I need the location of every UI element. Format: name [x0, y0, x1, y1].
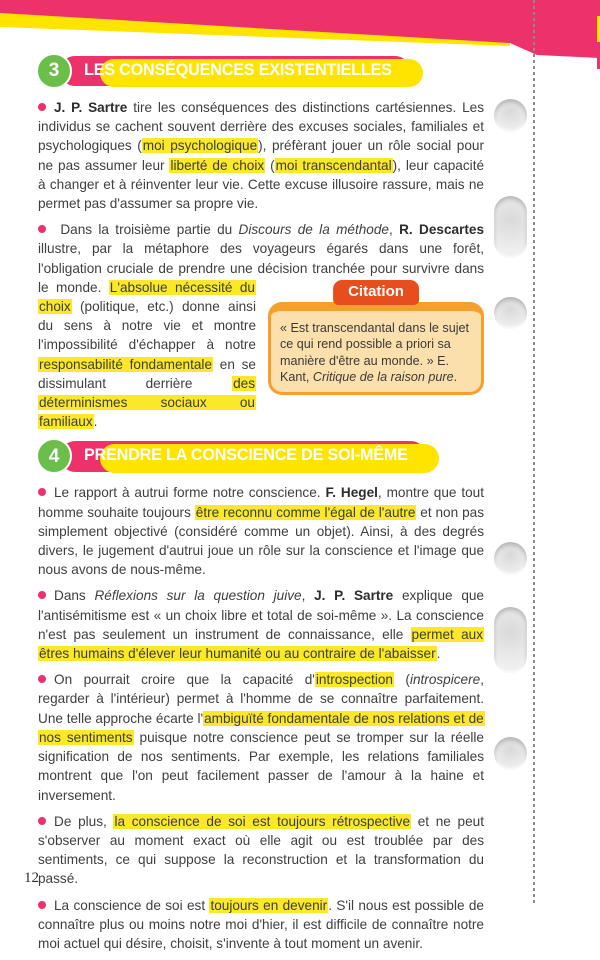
section-4-header	[36, 439, 484, 473]
paragraph-text-after-citation: monde. L'absolue nécessité du choix (politique, etc.) donne ainsi du sens à notre vie et montre l'impossibilité d'échapper à notre responsabilité fondamentale en se dissimulant derrière des déterminismes sociaux ou familiaux.	[38, 279, 256, 430]
paragraph-text-before-citation: Dans la troisième partie du Discours de la méthode, R. Descartes illustre, par la métaphore des voyageurs égarés dans une forêt, l'obligation cruciale de prendre une décision tranchée pour survivre dans le	[38, 222, 485, 295]
paragraph-sartre-excuses: J. P. Sartre tire les conséquences des distinctions cartésiennes. Les individus se cachent souvent derrière des excuses sociales, familiales et psychologiques (moi psychologique), préfèrant jouer un rôle social pour ne pas assumer leur liberté de choix (moi transcendantal), leur capacité à changer et à réinventer leur vie. Cette excuse illusoire rassure, mais ne permet pas d'assumer sa propre vie.	[38, 98, 484, 213]
binder-hole	[494, 196, 527, 258]
lesson-content	[38, 54, 484, 960]
binder-hole	[494, 542, 527, 575]
paragraph-retrospective: De plus, la conscience de soi est toujours rétrospective et ne peut s'observer au moment exact où elle agit ou est troublée par des sentiments, ce qui suppose la reconstruction et la transformation du passé.	[38, 812, 484, 889]
binder-hole	[494, 297, 527, 329]
page-number: 12	[24, 870, 39, 886]
paragraph-sartre-antisemitisme: Dans Réflexions sur la question juive, J. P. Sartre explique que l'antisémitisme est « un choix libre et total de soi-même ». La conscience n'est pas seulement un instrument de connaissance, elle permet aux êtres humains d'élever leur humanité ou au contraire de l'abaisser.	[38, 586, 484, 663]
paragraph-devenir: La conscience de soi est toujours en devenir. S'il nous est possible de connaître plus ou moins notre moi d'hier, il est difficile de connaître notre moi actuel qui désire, choisit, s'invente à tout moment un avenir.	[38, 896, 484, 954]
section-number-badge: 3	[36, 53, 72, 89]
perforation-dotted-line	[533, 0, 535, 903]
citation-quote: « Est transcendantal dans le sujet ce qui rend possible a priori sa manière d'être au monde. » E. Kant, Critique de la raison pure.	[268, 302, 484, 396]
binder-hole	[494, 607, 527, 673]
section-number-badge: 4	[36, 438, 72, 474]
section-title: PRENDRE LA CONSCIENCE DE SOI-MÊME	[60, 441, 426, 471]
citation-box	[268, 280, 484, 396]
paragraph-hegel-reconnaissance: Le rapport à autrui forme notre conscience. F. Hegel, montre que tout homme souhaite toujours être reconnu comme l'égal de l'autre et non pas simplement objectivé (considéré comme un objet). Ainsi, à des degrés divers, le jugement d'autrui joue un rôle sur la conscience et l'image que nous avons de nous-même.	[38, 483, 484, 579]
paragraph-introspection: On pourrait croire que la capacité d'introspection (introspicere, regarder à l'intérieur) permet à l'homme de se connaître parfaitement. Une telle approche écarte l'ambiguïté fondamentale de nos relations et de nos sentiments puisque notre conscience peut se tromper sur la réelle signification de nos sentiments. Par exemple, les relations familiales montrent que l'on peut facilement passer de l'amour à la haine et inversement.	[38, 670, 484, 804]
section-title: LES CONSÉQUENCES EXISTENTIELLES	[60, 56, 410, 86]
binder-hole	[494, 737, 527, 770]
binder-hole	[494, 99, 527, 132]
paragraph-descartes-choix	[38, 220, 484, 431]
section-3-header	[36, 54, 484, 88]
citation-tab-label: Citation	[333, 280, 419, 305]
